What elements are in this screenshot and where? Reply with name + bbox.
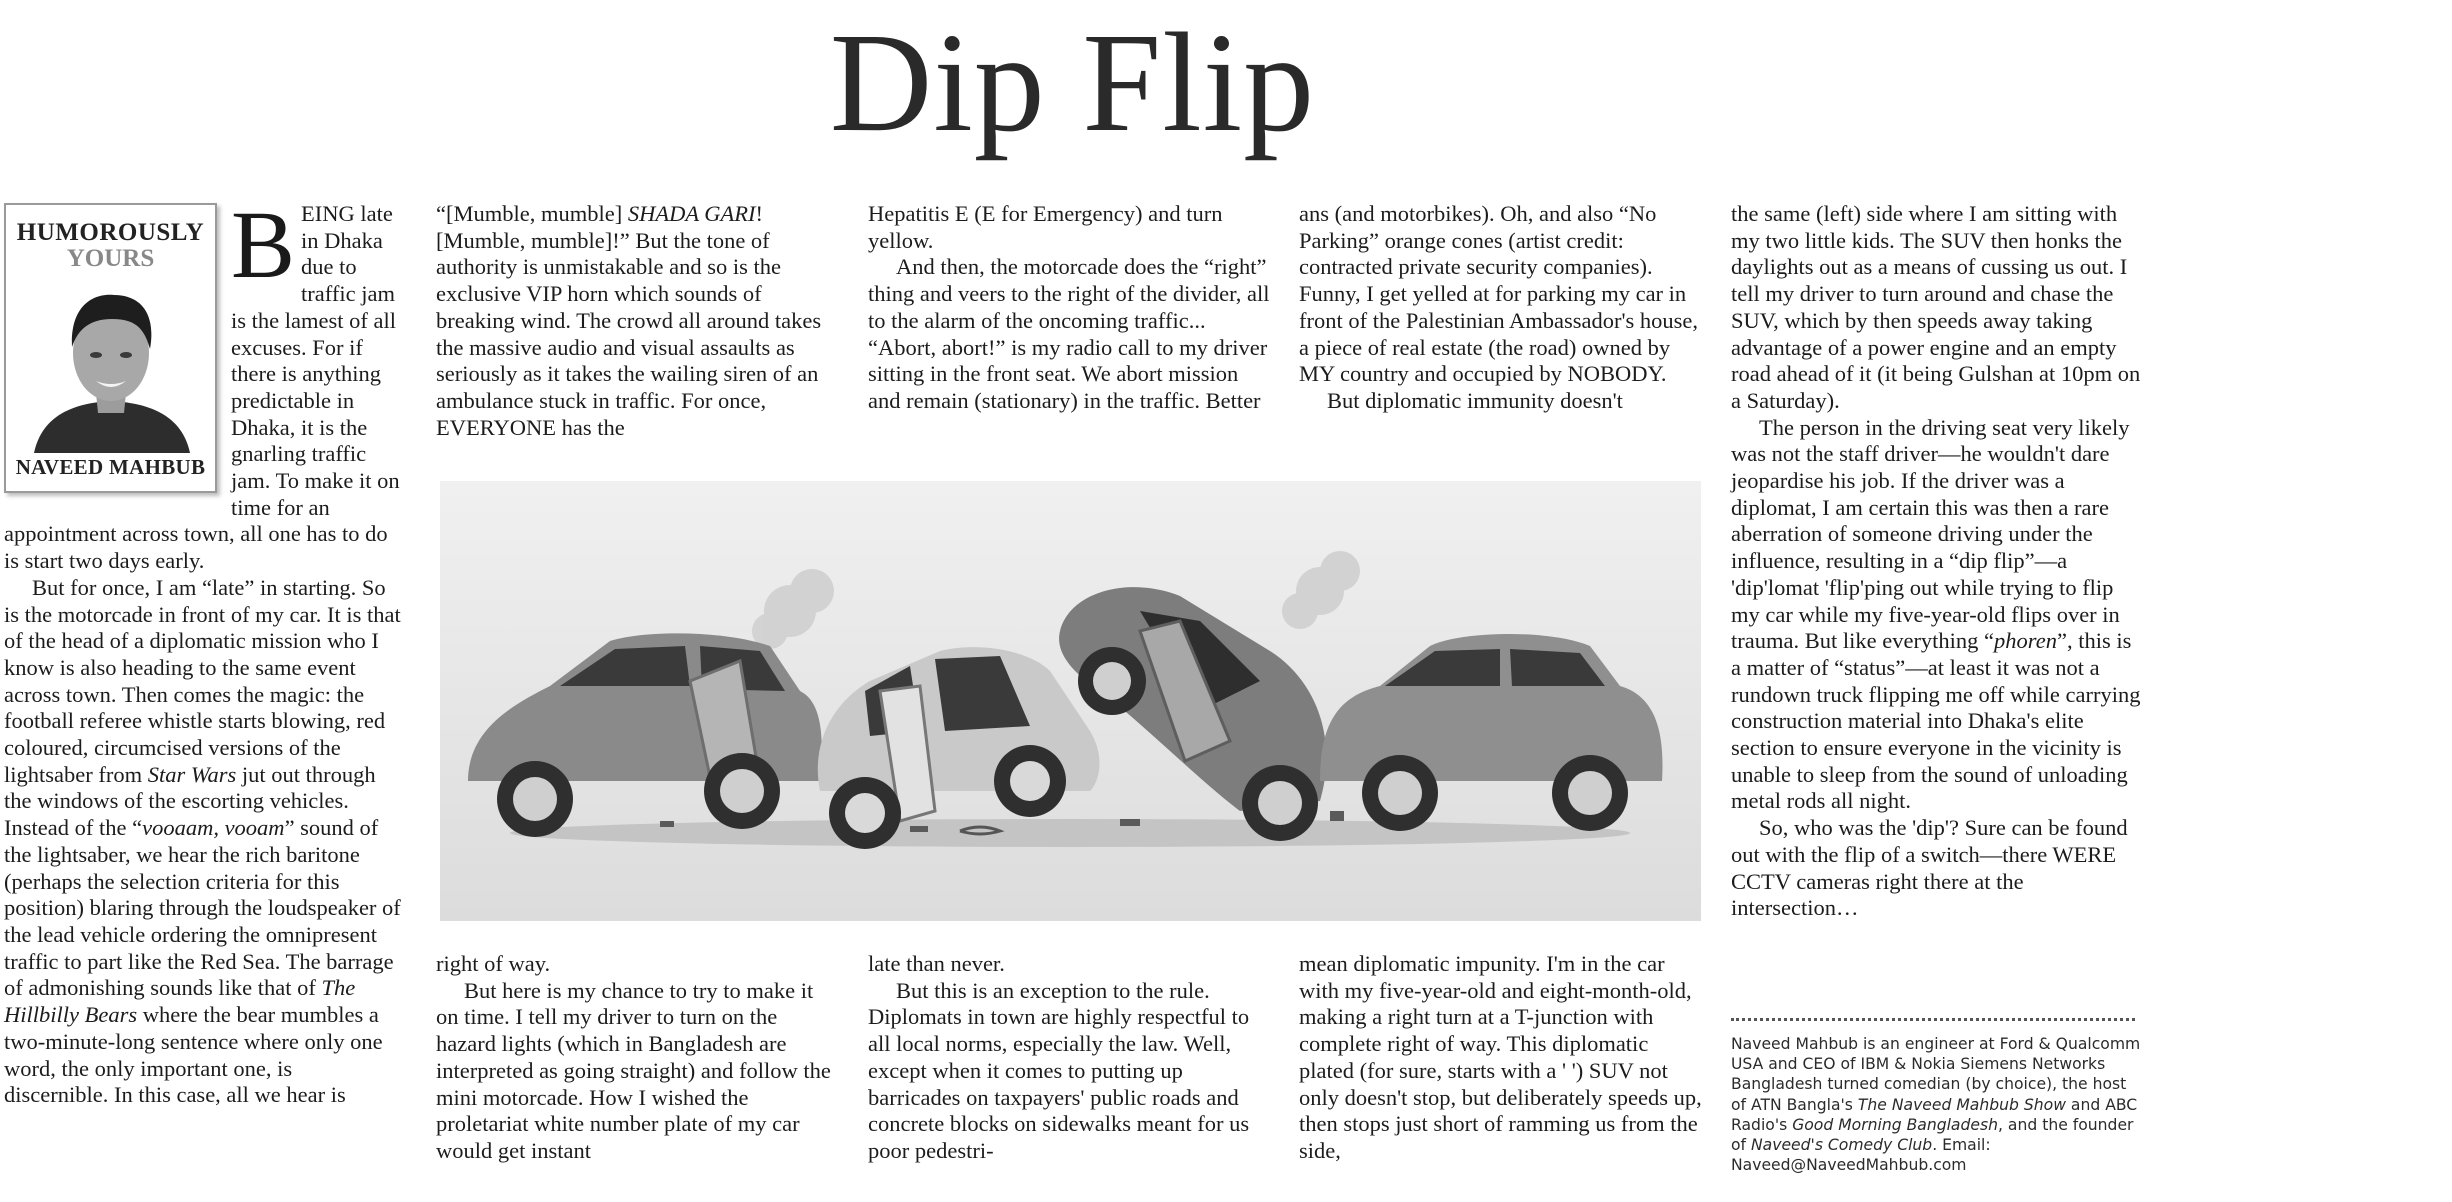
column-logo-title: HUMOROUSLY bbox=[16, 219, 205, 246]
car-3 bbox=[1059, 587, 1326, 841]
paragraph: EING late in Dhaka due to traffic jam is the lamest of all excuses. For if there is anything predictable in Dhaka, it is the gnarling traffic jam. To make it on time for an appointment across town, all one has to do is start two days early. bbox=[4, 201, 400, 574]
car-2 bbox=[818, 647, 1100, 849]
article-column-4-bottom bbox=[1299, 951, 1704, 1165]
divider bbox=[1731, 1018, 2135, 1021]
car-4 bbox=[1320, 634, 1663, 831]
paragraph bbox=[436, 201, 841, 441]
article-column-2-top bbox=[436, 201, 841, 441]
paragraph: And then, the motorcade does the “right” thing and veers to the right of the divider, all to the alarm of the oncoming traffic... “Abort, abort!” is my radio call to my driver sitting in the front seat. We abort mission and remain (stationary) in the traffic. Better bbox=[868, 254, 1270, 413]
car-1 bbox=[468, 633, 822, 837]
drop-cap: B bbox=[231, 191, 296, 298]
author-photo bbox=[24, 275, 199, 453]
column-logo-subtitle: YOURS bbox=[66, 245, 155, 272]
text-run: ” sound of the lightsaber, we hear the rich baritone (perhaps the selection criteria for this position) blaring through the loudspeaker of the lead vehicle ordering the omnipresent traffic to part like the Red Sea. The barrage of admonishing sounds like that of bbox=[4, 815, 401, 1001]
text-run: The person in the driving seat very likely was not the staff driver—he wouldn't dare jeopardise his job. If the driver was a diplomat, I am certain this was then a rare aberration of someone driving under the influence, resulting in a “dip flip”—a 'dip'lomat 'flip'ping out while trying to flip my car while my five-year-old flips over in trauma. But like everything “ bbox=[1731, 414, 2130, 654]
text-run: jut out through the windows of the escorting vehicles. Instead of the “ bbox=[4, 761, 376, 841]
headline: Dip Flip bbox=[829, 3, 1316, 161]
italic-text: The Hillbilly Bears bbox=[4, 975, 356, 1028]
italic-text: vooaam, vooam bbox=[142, 815, 285, 841]
paragraph bbox=[4, 575, 402, 1109]
text-run: But for once, I am “late” in starting. So is the motorcade in front of my car. It is that of the head of a diplomatic mission who I know is also heading to the same event across town. Then comes the magic: the football referee whistle starts blowing, red coloured, circumcised versions of the lightsaber from bbox=[4, 574, 401, 787]
car-pileup-graphic bbox=[440, 481, 1701, 921]
paragraph: So, who was the 'dip'? Sure can be found out with the flip of a switch—there WERE CCTV cameras right there at the intersection… bbox=[1731, 815, 2128, 921]
paragraph: mean diplomatic impunity. I'm in the car with my five-year-old and eight-month-old, making a right turn at a T-junction with complete right of way. This diplomatic plated (for sure, starts with a ' ') SUV not only doesn't stop, but deliberately speeds up, then stops just short of ramming us from the side, bbox=[1299, 951, 1702, 1163]
italic-text: Star Wars bbox=[147, 761, 237, 787]
text-run: Naveed Mahbub is an engineer at Ford & Qualcomm USA and CEO of IBM & Nokia Siemens Networks Bangladesh turned comedian (by choice), the host of ATN Bangla's bbox=[1731, 1035, 2141, 1114]
paragraph: But here is my chance to try to make it on time. I tell my driver to turn on the hazard lights (which in Bangladesh are interpreted as going straight) and follow the mini motorcade. How I wished the proletariat white number plate of my car would get instant bbox=[436, 977, 831, 1163]
article-column-1 bbox=[4, 191, 402, 1109]
text-run: . Email: Naveed@NaveedMahbub.com bbox=[1731, 1136, 1991, 1175]
text-run: , and the founder of bbox=[1731, 1115, 2134, 1155]
article-column-5 bbox=[1731, 201, 2141, 922]
paragraph: But this is an exception to the rule. Diplomats in town are highly respectful to all local norms, especially the law. Well, except when it comes to putting up barricades on taxpayers' public roads and concrete blocks on sidewalks meant for us poor pedestri- bbox=[868, 977, 1250, 1163]
italic-text: The Naveed Mahbub Show bbox=[1857, 1095, 2066, 1114]
italic-text: phoren bbox=[1994, 628, 2057, 654]
paragraph: Hepatitis E (E for Emergency) and turn yellow. bbox=[868, 201, 1223, 253]
italic-text: Naveed's Comedy Club bbox=[1751, 1136, 1933, 1155]
paragraph: late than never. bbox=[868, 951, 1005, 976]
text-run: “[Mumble, mumble] bbox=[436, 201, 628, 226]
text-run: and ABC Radio's bbox=[1731, 1095, 2138, 1134]
author-bio bbox=[1731, 1034, 2143, 1175]
column-logo bbox=[4, 203, 217, 493]
paragraph: right of way. bbox=[436, 951, 551, 976]
italic-text: Good Morning Bangladesh bbox=[1792, 1115, 1998, 1134]
text-run: ”, this is a matter of “status”—at least it was not a rundown truck flipping me off while carrying construction material into Dhaka's elite section to ensure everyone in the vicinity is unable to sleep from the sound of unloading metal rods all night. bbox=[1731, 628, 2141, 814]
paragraph: the same (left) side where I am sitting with my two little kids. The SUV then honks the daylights out as a means of cussing us out. I tell my driver to turn around and chase the SUV, which by then speeds away taking advantage of a power engine and an empty road ahead of it (it being Gulshan at 10pm on a Saturday). bbox=[1731, 201, 2141, 413]
smoke-cloud bbox=[752, 551, 1360, 649]
column-logo-author: NAVEED MAHBUB bbox=[15, 455, 206, 480]
article-column-3-top bbox=[868, 201, 1273, 415]
article-column-2-bottom bbox=[436, 951, 841, 1165]
paragraph: ans (and motorbikes). Oh, and also “No Parking” orange cones (artist credit: contracted private security companies). Funny, I get yelled at for parking my car in front of the Palestinian Ambassador's house, a piece of real estate (the road) owned by MY country and occupied by NOBODY. bbox=[1299, 201, 1698, 387]
car-pileup-illustration bbox=[440, 481, 1701, 921]
article-column-4-top bbox=[1299, 201, 1704, 415]
italic-text: SHADA GARI bbox=[627, 201, 756, 226]
text-run: where the bear mumbles a two-minute-long sentence where only one word, the only important one, is discernible. In this case, all we hear is bbox=[4, 1002, 383, 1108]
paragraph: But diplomatic immunity doesn't bbox=[1327, 387, 1623, 413]
paragraph bbox=[1731, 415, 2141, 816]
text-run: ! [Mumble, mumble]!” But the tone of authority is unmistakable and so is the exclusive VIP horn which sounds of breaking wind. The crowd all around takes the massive audio and visual assaults as seriously as it takes the wailing siren of an ambulance stuck in traffic. For once, EVERYONE has the bbox=[436, 201, 822, 440]
article-column-3-bottom bbox=[868, 951, 1273, 1165]
